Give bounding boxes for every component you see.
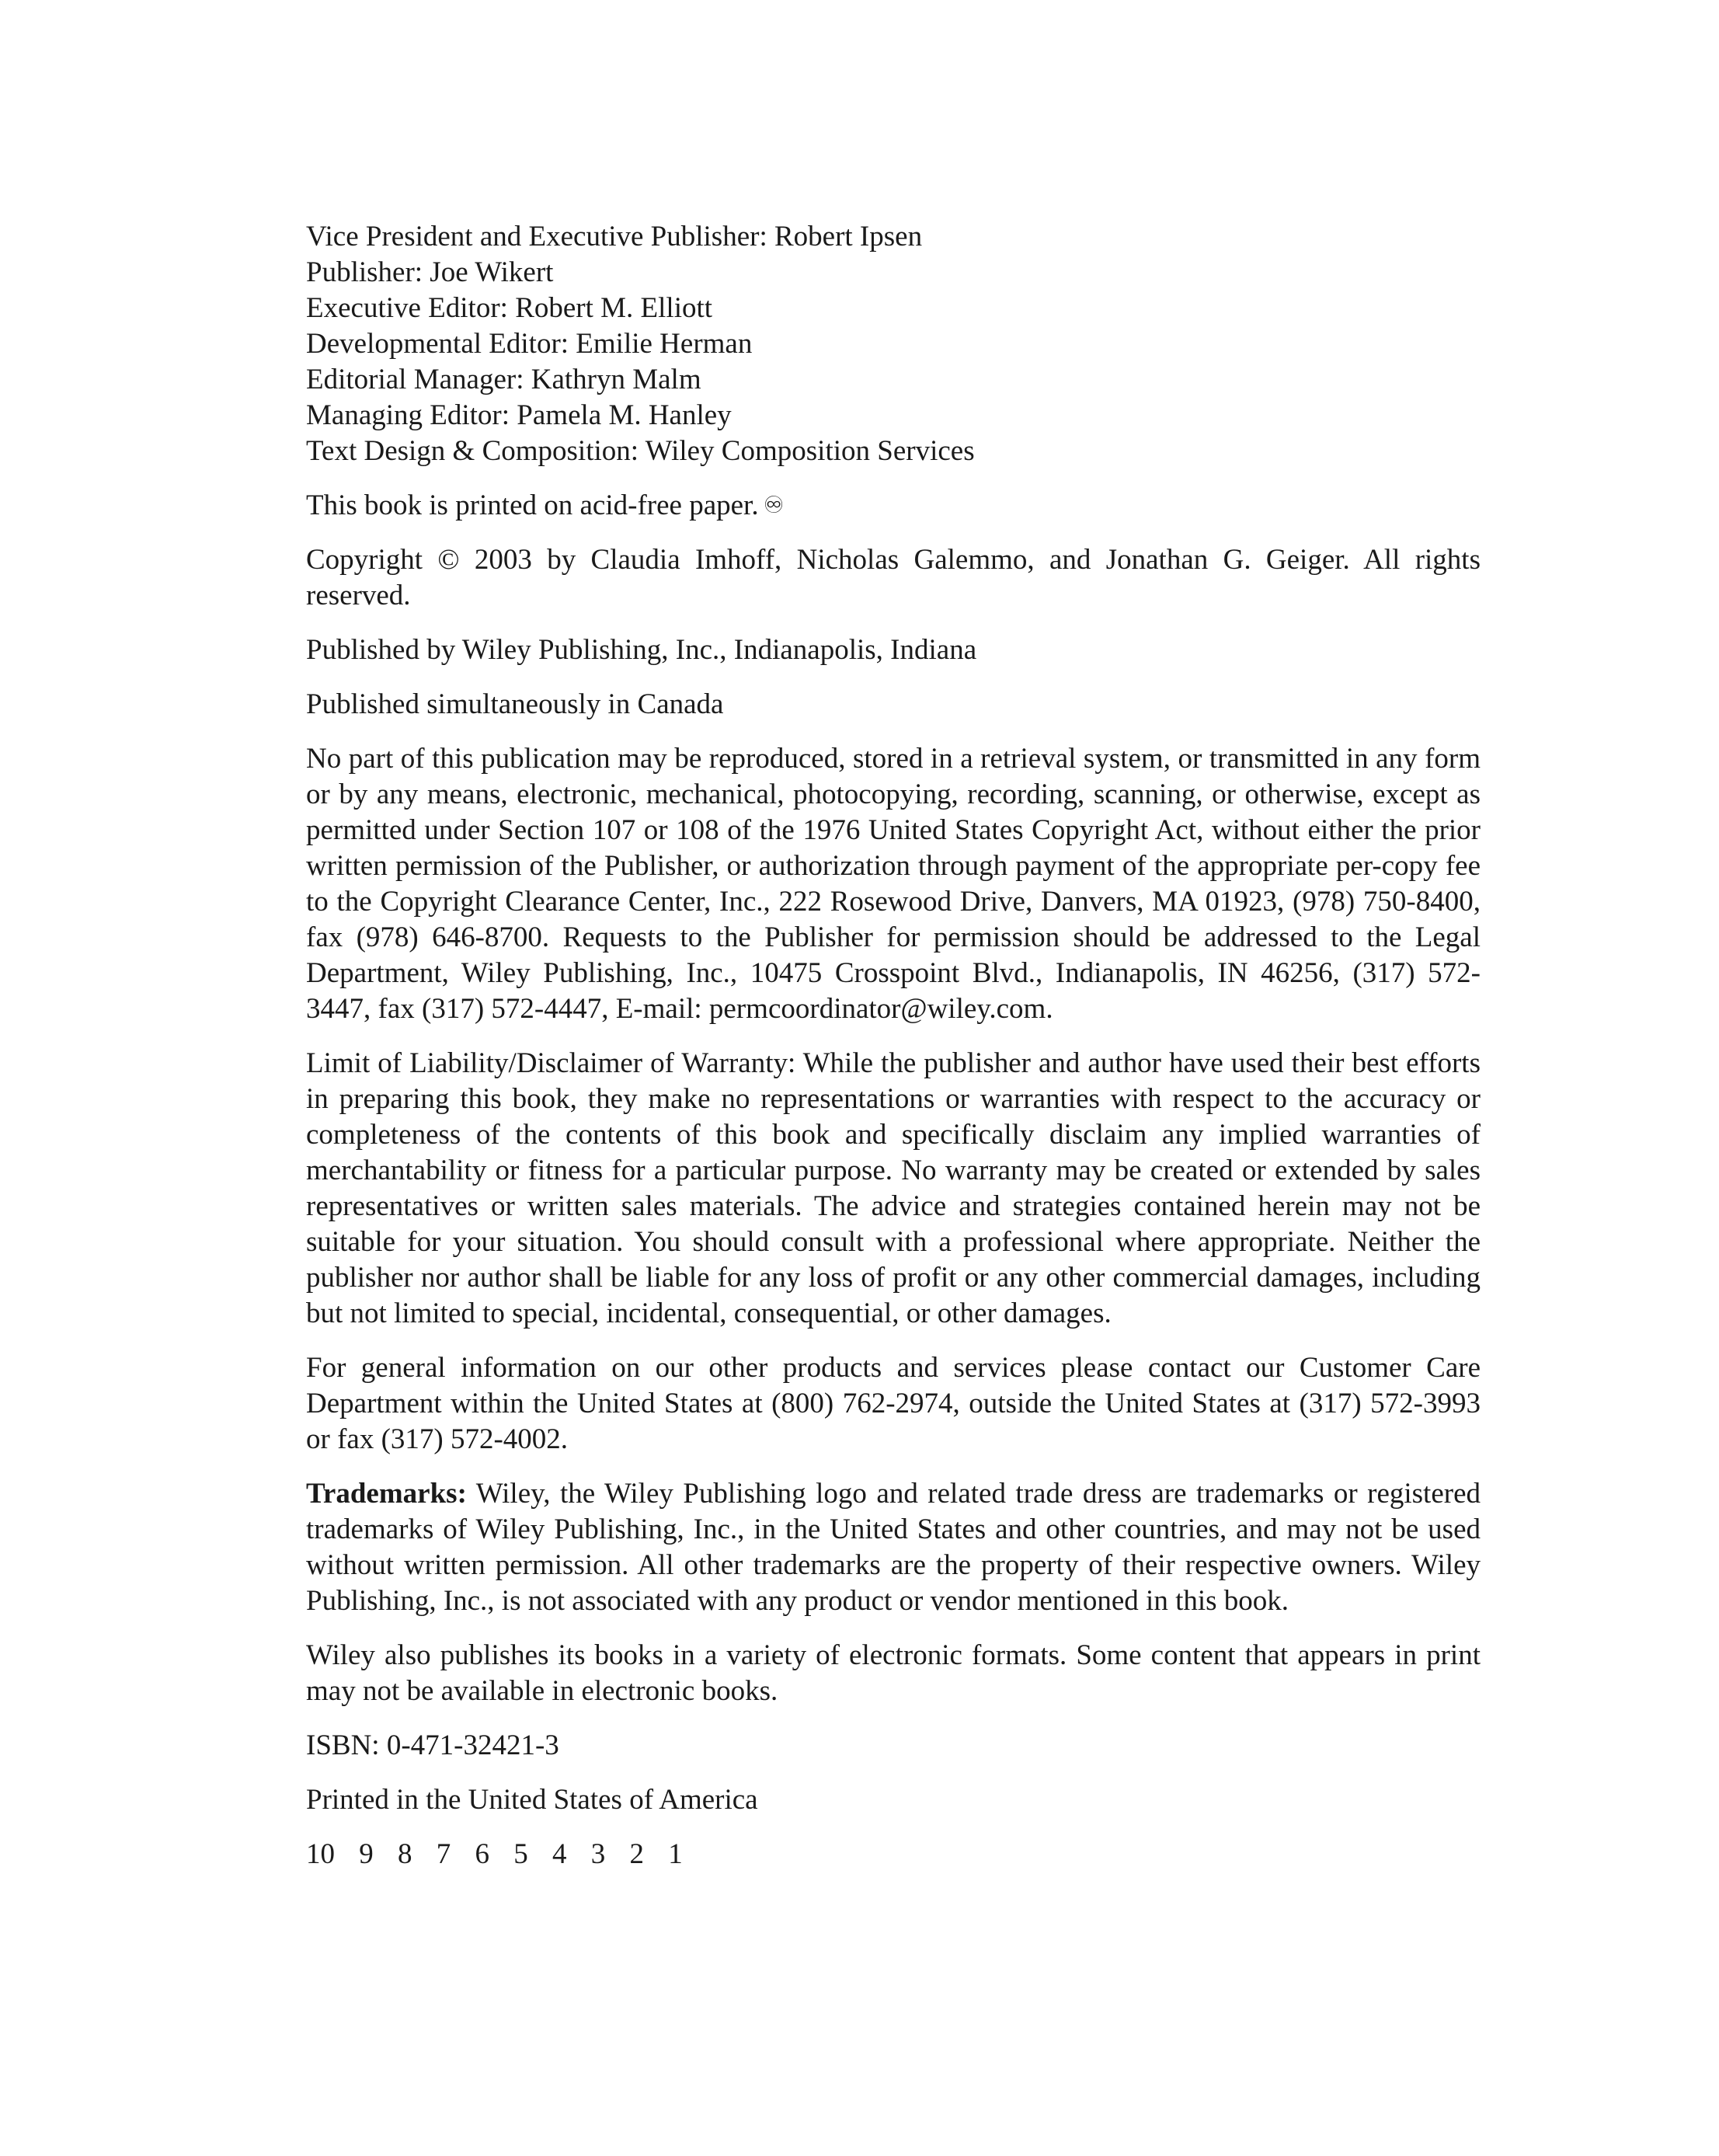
acid-free-text: This book is printed on acid-free paper. — [306, 489, 759, 521]
credit-line: Executive Editor: Robert M. Elliott — [306, 292, 713, 324]
liability-disclaimer: Limit of Liability/Disclaimer of Warranty: While the publisher and author have used their best efforts in preparing this book, they make no representations or warranties with respect to the accuracy or completeness of the contents of this book and specifically disclaim any implied warranties of merchantability or fitness for a particular purpose. No warranty may be created or extended by sales representatives or written sales materials. The advice and strategies contained herein may not be suitable for your situation. You should consult with a professional where appropriate. Neither the publisher nor author shall be liable for any loss of profit or any other commercial damages, including but not limited to special, incidental, consequential, or other damages. — [306, 1047, 1481, 1329]
print-line — [306, 1837, 1481, 1872]
print-number: 9 — [359, 1838, 374, 1870]
trademarks-notice — [306, 1476, 1481, 1619]
published-canada: Published simultaneously in Canada — [306, 688, 724, 720]
no-part-notice: No part of this publication may be reproduced, stored in a retrieval system, or transmitted in any form or by any means, electronic, mechanical, photocopying, recording, scanning, or otherwise, except as permitted under Section 107 or 108 of the 1976 United States Copyright Act, without either the prior written permission of the Publisher, or authorization through payment of the appropriate per-copy fee to the Copyright Clearance Center, Inc., 222 Rosewood Drive, Danvers, MA 01923, (978) 750-8400, fax (978) 646-8700. Requests to the Publisher for permission should be addressed to the Legal Department, Wiley Publishing, Inc., 10475 Crosspoint Blvd., Indianapolis, IN 46256, (317) 572-3447, fax (317) 572-4447, E-mail: permcoordinator@wiley.com. — [306, 743, 1481, 1025]
print-number: 1 — [668, 1838, 683, 1870]
printed-in: Printed in the United States of America — [306, 1784, 758, 1816]
credit-line: Developmental Editor: Emilie Herman — [306, 328, 753, 360]
copyright-notice: Copyright © 2003 by Claudia Imhoff, Nicholas Galemmo, and Jonathan G. Geiger. All rights reserved. — [306, 544, 1481, 611]
print-number: 8 — [398, 1838, 412, 1870]
general-info: For general information on our other products and services please contact our Customer Care Department within the United States at (800) 762-2974, outside the United States at (317) 572-3993 or fax (317) 572-4002. — [306, 1352, 1481, 1455]
acid-free-notice — [306, 488, 1481, 524]
credit-line: Publisher: Joe Wikert — [306, 256, 554, 288]
acid-free-paper-icon: ♾ — [763, 493, 785, 518]
credit-line: Editorial Manager: Kathryn Malm — [306, 364, 701, 395]
trademarks-text: Wiley, the Wiley Publishing logo and related trade dress are trademarks or registered trademarks of Wiley Publishing, Inc., in the United States and other countries, and may not be used without written permission. All other trademarks are the property of their respective owners. Wiley Publishing, Inc., is not associated with any product or vendor mentioned in this book. — [306, 1478, 1481, 1617]
credit-line: Text Design & Composition: Wiley Composition Services — [306, 435, 975, 467]
electronic-formats: Wiley also publishes its books in a variety of electronic formats. Some content that appears in print may not be available in electronic books. — [306, 1639, 1481, 1707]
trademarks-label: Trademarks: — [306, 1478, 467, 1510]
print-number: 10 — [306, 1838, 335, 1870]
published-by: Published by Wiley Publishing, Inc., Indianapolis, Indiana — [306, 634, 977, 666]
credit-line: Vice President and Executive Publisher: Robert Ipsen — [306, 221, 923, 253]
print-number: 3 — [590, 1838, 606, 1870]
credits-block — [306, 219, 1481, 469]
print-number: 5 — [513, 1838, 528, 1870]
print-number: 4 — [552, 1838, 567, 1870]
print-number: 6 — [475, 1838, 489, 1870]
isbn: ISBN: 0-471-32421-3 — [306, 1729, 559, 1761]
print-number: 7 — [436, 1838, 451, 1870]
credit-line: Managing Editor: Pamela M. Hanley — [306, 399, 732, 431]
print-number: 2 — [629, 1838, 644, 1870]
page-content — [306, 219, 1481, 1872]
